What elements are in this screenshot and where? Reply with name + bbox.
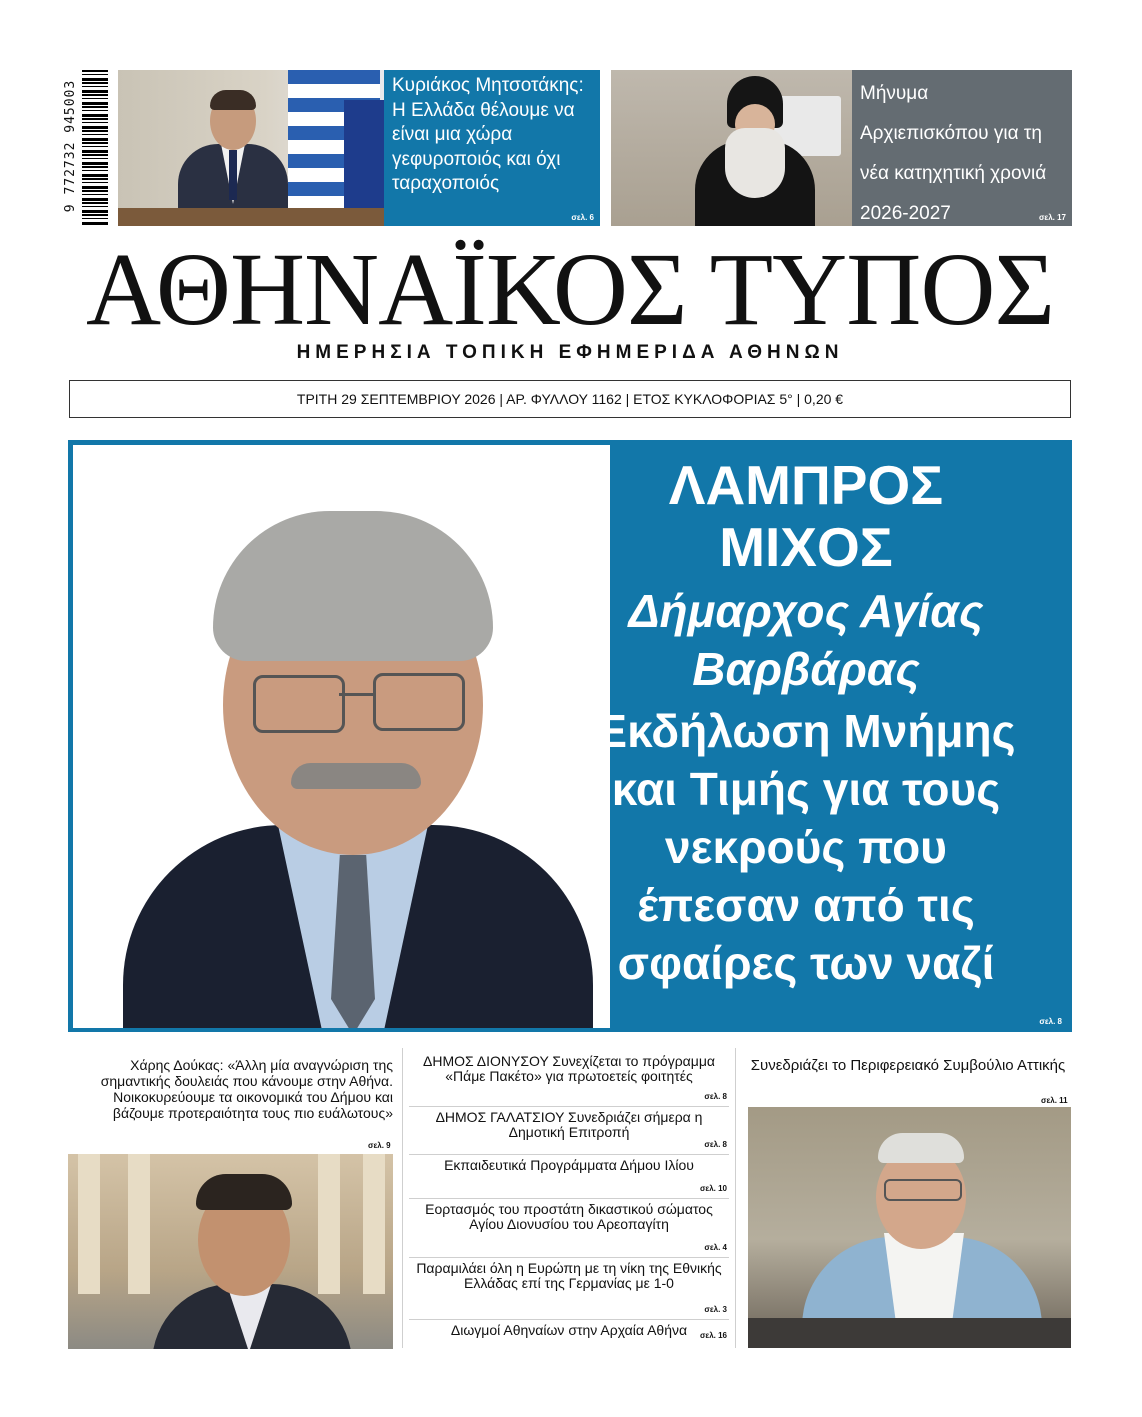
news-item-text: Διωγμοί Αθηναίων στην Αρχαία Αθήνα — [450, 1322, 688, 1338]
barcode — [60, 70, 110, 226]
headline-line: σφαίρες των ναζί — [617, 937, 995, 989]
glasses-icon — [253, 675, 345, 733]
teaser-photo-mitsotakis[interactable] — [118, 70, 384, 226]
page-ref: σελ. 16 — [699, 1331, 727, 1340]
regional-council-photo[interactable] — [748, 1107, 1071, 1348]
newspaper-title: ΑΘΗΝΑΪΚΟΣ ΤΥΠΟΣ — [86, 232, 1054, 347]
main-headline — [546, 454, 1066, 992]
headline-role-2: Βαρβάρας — [692, 643, 920, 695]
newspaper-subtitle: ΗΜΕΡΗΣΙΑ ΤΟΠΙΚΗ ΕΦΗΜΕΡΙΔΑ ΑΘΗΝΩΝ — [296, 342, 844, 363]
page-ref: σελ. 17 — [1038, 213, 1066, 222]
teaser-photo-archbishop[interactable] — [611, 70, 852, 226]
barcode-icon — [82, 70, 108, 226]
headline-name-2: ΜΙΧΟΣ — [719, 516, 893, 578]
page-ref: σελ. 4 — [704, 1243, 727, 1252]
page-ref: σελ. 3 — [704, 1305, 727, 1314]
page-ref: σελ. 10 — [699, 1184, 727, 1193]
headline-line: νεκρούς που — [665, 821, 947, 873]
news-list-item[interactable] — [409, 1202, 729, 1258]
news-list-item[interactable] — [409, 1261, 729, 1320]
person-figure — [178, 92, 288, 226]
news-item-text: Εορτασμός του προστάτη δικαστικού σώματος Αγίου Διονυσίου του Αρεοπαγίτη — [425, 1201, 713, 1232]
headline-line: και Τιμής για τους — [611, 763, 1001, 815]
glasses-icon — [884, 1179, 962, 1201]
news-item-text: ΔΗΜΟΣ ΓΑΛΑΤΣΙΟΥ Συνεδριάζει σήμερα η Δημοτική Επιτροπή — [435, 1109, 703, 1140]
news-list-item[interactable] — [409, 1158, 729, 1199]
news-list-item[interactable] — [409, 1110, 729, 1155]
headline-role-1: Δήμαρχος Αγίας — [628, 585, 984, 637]
page-ref: σελ. 8 — [1039, 1017, 1062, 1026]
page-ref: σελ. 8 — [704, 1092, 727, 1101]
regional-council-text[interactable]: Συνεδριάζει το Περιφερειακό Συμβούλιο Αττικής — [750, 1057, 1066, 1074]
main-story-photo — [73, 445, 610, 1028]
barcode-digits: 9 772732 945003 — [63, 79, 78, 213]
page-ref: σελ. 6 — [571, 213, 594, 222]
headline-name-1: ΛΑΜΠΡΟΣ — [668, 454, 944, 516]
dateline-bar: ΤΡΙΤΗ 29 ΣΕΠΤΕΜΒΡΙΟΥ 2026 | ΑΡ. ΦΥΛΛΟΥ 1162 | ΕΤΟΣ ΚΥΚΛΟΦΟΡΙΑΣ 5° | 0,20 € — [69, 380, 1071, 418]
news-list-item[interactable] — [409, 1323, 729, 1345]
news-list-item[interactable] — [409, 1054, 729, 1107]
teaser-box-1[interactable] — [384, 70, 600, 226]
doukas-photo[interactable] — [68, 1154, 393, 1349]
headline-line: έπεσαν από τις — [637, 879, 975, 931]
page-ref: σελ. 9 — [368, 1141, 391, 1150]
news-item-text: Εκπαιδευτικά Προγράμματα Δήμου Ιλίου — [444, 1157, 694, 1173]
desk — [118, 208, 384, 226]
doukas-story-text[interactable]: Χάρης Δούκας: «Άλλη μία αναγνώριση της σημαντικής δουλειάς που κάνουμε στην Αθήνα. Νοικοκυρεύουμε τα οικονομικά του Δήμου και βάζουμε προτεραιότητα τους πιο ευάλωτους» — [100, 1057, 393, 1121]
teaser-headline: Μήνυμα Αρχιεπισκόπου για τη νέα κατηχητική χρονιά 2026-2027 — [860, 83, 1047, 224]
headline-line: Εκδήλωση Μνήμης — [596, 705, 1016, 757]
page-ref: σελ. 8 — [704, 1140, 727, 1149]
page-ref: σελ. 11 — [1041, 1096, 1068, 1105]
news-item-text: Παραμιλάει όλη η Ευρώπη με τη νίκη της Εθνικής Ελλάδας επί της Γερμανίας με 1-0 — [416, 1260, 722, 1291]
news-item-text: ΔΗΜΟΣ ΔΙΟΝΥΣΟΥ Συνεχίζεται το πρόγραμμα «Πάμε Πακέτο» για πρωτοετείς φοιτητές — [423, 1053, 715, 1084]
news-list — [402, 1048, 736, 1348]
teaser-headline: Κυριάκος Μητσοτάκης: Η Ελλάδα θέλουμε να είναι μια χώρα γεφυροποιός και όχι ταραχοποιός — [392, 75, 584, 194]
teaser-box-2[interactable] — [852, 70, 1072, 226]
main-story[interactable] — [68, 440, 1072, 1032]
